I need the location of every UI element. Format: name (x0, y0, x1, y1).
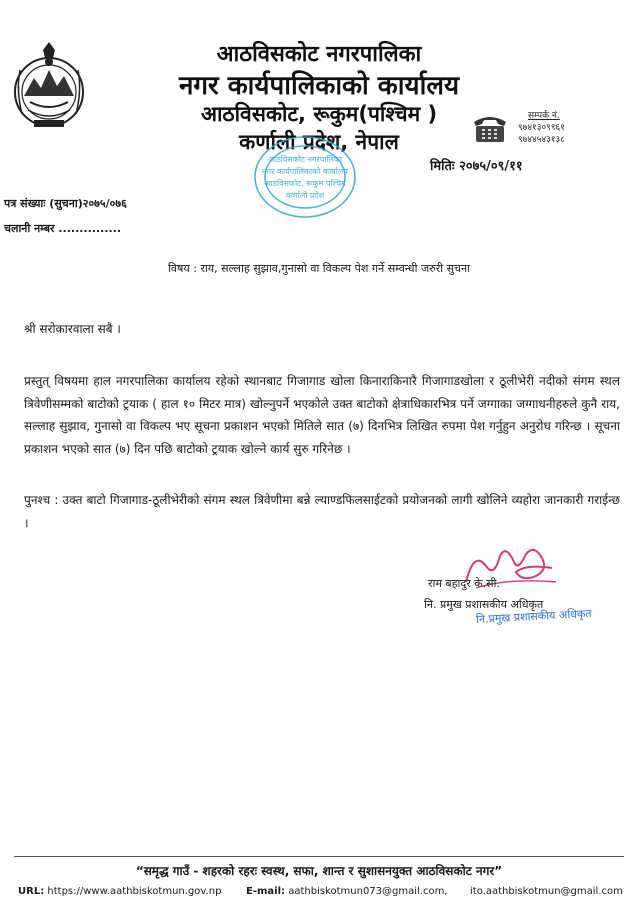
contact-phone-1: ९७४१३०९९६१ (518, 123, 565, 133)
footer-email-2[interactable]: ito.aathbiskotmun@gmail.com (470, 886, 623, 897)
signatory-title: नि. प्रमुख प्रशासकीय अधिकृत (424, 598, 544, 611)
office-name-line-1: आठविसकोट नगरपालिका (216, 42, 422, 67)
office-stamp (250, 132, 360, 222)
office-province-line: कर्णाली प्रदेश, नेपाल (239, 130, 399, 154)
body-paragraph-2: पुनश्च : उक्त बाटो गिजागाड-ठूलीभेरीको संगम स्थल त्रिवेणीमा बन्ने ल्याण्डफिलसाईटको प्रयोजनको लागी खोलिने व्यहोरा जानकारी गराईन्छ । (24, 493, 620, 530)
footer-email (246, 886, 448, 897)
footer-email-1[interactable]: aathbiskotmun073@gmail.com, (288, 886, 448, 897)
letter-date: मितिः २०७५/०९/११ (430, 159, 523, 174)
contact-label: सम्पर्क नं. (528, 111, 560, 121)
dispatch-number: चलानी नम्बर ............... (4, 222, 122, 235)
signatory-name: राम बहादुर के.सी. (428, 577, 500, 590)
letter-number: पत्र संख्याः (सुचना)२०७५/०७६ (4, 197, 127, 210)
stamp-line-3: आठविसकोट, रूकुम पश्चिम (264, 179, 346, 188)
subject-line: विषय : राय, सल्लाह सुझाव,गुनासो वा विकल्प पेश गर्ने सम्वन्धी जरुरी सुचना (168, 262, 470, 275)
footer-email-label: E-mail: (246, 886, 286, 897)
footer-motto: “समृद्ध गाउँ - शहरको रहरः स्वस्थ, सफा, शान्त र सुशासनयुक्त आठविसकोट नगर” (135, 864, 503, 878)
footer-url-link[interactable]: https://www.aathbiskotmun.gov.np (47, 886, 222, 897)
body-paragraph-1: प्रस्तुत् विषयमा हाल नगरपालिका कार्यालय रहेको स्थानबाट गिजागाड खोला किनाराकिनारै गिजागाडखोला र ठूलीभेरी नदीको संगम स्थल त्रिवेणीसम्मको बाटोको ट्रयाक ( हाल १० मिटर मात्र) खोल्नुपर्ने भएकोले उक्त बाटोको क्षेत्राधिकारभित्र पर्ने जग्गाका जग्गाधनीहरुले कुनै राय, सल्लाह सुझाव, गुनासो वा विकल्प भए सूचना प्रकाशन भएको मितिले सात (७) दिनभित्र लिखित रुपमा पेश गर्नुहुन अनुरोध गरिन्छ । सूचना प्रकाशन भएको सात (७) दिन पछि बाटोको ट्रयाक खोल्ने कार्य सुरु गरिनेछ । (24, 374, 620, 456)
stamp-line-4: कर्णाली प्रदेश (285, 191, 325, 200)
signatory-stamp: नि.प्रमुख प्रशासकीय अधिकृत (475, 606, 592, 627)
addressee: श्री सरोकारवाला सबै । (24, 322, 121, 336)
telephone-icon (470, 112, 510, 144)
footer-url-label: URL: (18, 886, 45, 897)
office-address-line: आठविसकोट, रूकुम(पश्चिम ) (200, 102, 438, 126)
footer-divider (14, 856, 624, 857)
contact-phone-2: ९७४४५४३१३८ (518, 135, 565, 145)
stamp-line-1: आठविसकोट नगरपालिका (267, 155, 343, 164)
stamp-line-2: नगर कार्यपालिकाको कार्यालय (262, 167, 348, 176)
office-name-line-2: नगर कार्यपालिकाको कार्यालय (178, 71, 460, 101)
contact-block (518, 110, 565, 146)
footer-url (18, 886, 221, 897)
